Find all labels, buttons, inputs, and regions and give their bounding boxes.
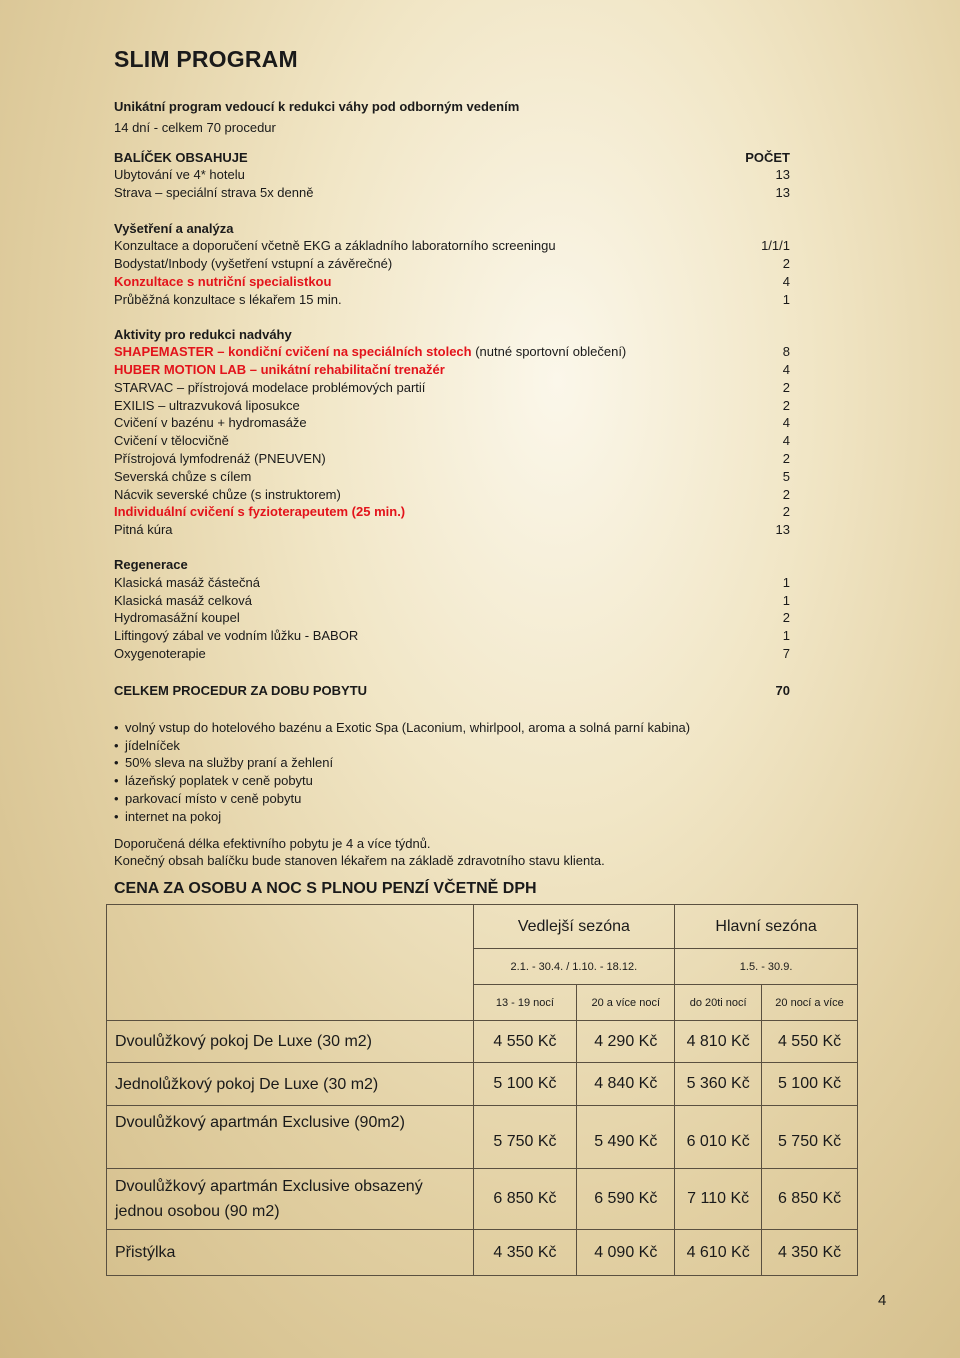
list-item: Bodystat/Inbody (vyšetření vstupní a závěrečné) 2 bbox=[114, 256, 790, 271]
list-item: Nácvik severské chůze (s instruktorem) 2 bbox=[114, 487, 790, 502]
season-high-header: Hlavní sezóna bbox=[675, 905, 858, 949]
price-cell: 6 850 Kč bbox=[473, 1169, 577, 1230]
list-item: Strava – speciální strava 5x denně 13 bbox=[114, 185, 790, 200]
package-heading-row bbox=[114, 149, 790, 167]
table-row bbox=[107, 905, 858, 949]
exams-heading: Vyšetření a analýza bbox=[114, 221, 234, 236]
list-item: • lázeňský poplatek v ceně pobytu bbox=[114, 773, 313, 789]
list-item: Klasická masáž celková 1 bbox=[114, 593, 790, 608]
list-item: Severská chůze s cílem 5 bbox=[114, 469, 790, 484]
room-label: Dvoulůžkový apartmán Exclusive (90m2) bbox=[107, 1106, 474, 1169]
bullet-icon: • bbox=[114, 755, 119, 771]
total-row bbox=[114, 682, 790, 700]
price-cell: 6 590 Kč bbox=[577, 1169, 675, 1230]
price-cell: 4 610 Kč bbox=[675, 1230, 762, 1276]
list-item: EXILIS – ultrazvuková liposukce 2 bbox=[114, 398, 790, 413]
list-item: Přístrojová lymfodrenáž (PNEUVEN) 2 bbox=[114, 451, 790, 466]
price-cell: 6 850 Kč bbox=[762, 1169, 858, 1230]
price-cell: 4 290 Kč bbox=[577, 1021, 675, 1063]
bullet-icon: • bbox=[114, 720, 119, 735]
column-header: 20 a více nocí bbox=[577, 985, 675, 1021]
list-item: • parkovací místo v ceně pobytu bbox=[114, 790, 302, 806]
list-item: • jídelníček bbox=[114, 737, 180, 753]
price-cell: 4 090 Kč bbox=[577, 1230, 675, 1276]
price-cell: 7 110 Kč bbox=[675, 1169, 762, 1230]
table-row bbox=[107, 1230, 858, 1276]
price-cell: 4 810 Kč bbox=[675, 1021, 762, 1063]
list-item: HUBER MOTION LAB – unikátní rehabilitační trenažér 4 bbox=[114, 362, 790, 377]
price-cell: 4 840 Kč bbox=[577, 1063, 675, 1106]
bullet-icon: • bbox=[114, 808, 119, 824]
room-label-line: jednou osobou (90 m2) bbox=[115, 1203, 280, 1220]
total-label: CELKEM PROCEDUR ZA DOBU POBYTU bbox=[114, 683, 368, 698]
list-item: STARVAC – přístrojová modelace problémových partií 2 bbox=[114, 380, 790, 395]
column-header: do 20ti nocí bbox=[675, 985, 762, 1021]
price-cell: 6 010 Kč bbox=[675, 1106, 762, 1169]
table-row bbox=[107, 1106, 858, 1169]
room-label: Dvoulůžkový pokoj De Luxe (30 m2) bbox=[107, 1021, 474, 1063]
price-cell: 5 100 Kč bbox=[762, 1063, 858, 1106]
list-item: Konzultace s nutriční specialistkou 4 bbox=[114, 274, 790, 289]
bullet-icon: • bbox=[114, 737, 119, 753]
room-label: Jednolůžkový pokoj De Luxe (30 m2) bbox=[107, 1063, 474, 1106]
list-item: Ubytování ve 4* hotelu 13 bbox=[114, 167, 790, 182]
table-row bbox=[107, 1063, 858, 1106]
column-header: 20 nocí a více bbox=[762, 985, 858, 1021]
dates-high: 1.5. - 30.9. bbox=[675, 949, 858, 985]
count-header: POČET bbox=[745, 150, 790, 165]
price-heading: CENA ZA OSOBU A NOC S PLNOU PENZÍ VČETNĚ DPH bbox=[114, 880, 537, 897]
price-cell: 5 360 Kč bbox=[675, 1063, 762, 1106]
price-cell: 4 550 Kč bbox=[762, 1021, 858, 1063]
price-cell: 4 350 Kč bbox=[473, 1230, 577, 1276]
regen-heading: Regenerace bbox=[114, 557, 188, 572]
list-item: Individuální cvičení s fyzioterapeutem (25 min.) 2 bbox=[114, 504, 790, 519]
price-cell: 5 750 Kč bbox=[473, 1106, 577, 1169]
page-number: 4 bbox=[878, 1292, 887, 1309]
list-item: Cvičení v tělocvičně 4 bbox=[114, 433, 790, 448]
room-label: Přistýlka bbox=[107, 1230, 474, 1276]
list-item: Pitná kúra 13 bbox=[114, 522, 790, 537]
table-row bbox=[107, 1169, 858, 1230]
list-item: Hydromasážní koupel 2 bbox=[114, 610, 790, 625]
price-cell: 5 750 Kč bbox=[762, 1106, 858, 1169]
bullet-icon: • bbox=[114, 773, 119, 789]
benefits-list bbox=[114, 719, 690, 825]
dates-low: 2.1. - 30.4. / 1.10. - 18.12. bbox=[473, 949, 675, 985]
room-label bbox=[107, 1169, 474, 1230]
intro-heading: Unikátní program vedoucí k redukci váhy pod odborným vedením bbox=[114, 99, 520, 114]
table-corner bbox=[107, 905, 474, 1021]
list-item: Liftingový zábal ve vodním lůžku - BABOR 1 bbox=[114, 628, 790, 643]
list-item: Klasická masáž částečná 1 bbox=[114, 575, 790, 590]
activities-heading: Aktivity pro redukci nadváhy bbox=[114, 327, 292, 342]
price-cell: 5 100 Kč bbox=[473, 1063, 577, 1106]
list-item: • volný vstup do hotelového bazénu a Exotic Spa (Laconium, whirlpool, aroma a solná parní kabina) bbox=[114, 720, 691, 735]
list-item: Oxygenoterapie 7 bbox=[114, 646, 790, 661]
list-item: Konzultace a doporučení včetně EKG a základního laboratorního screeningu 1/1/1 bbox=[114, 238, 790, 253]
season-low-header: Vedlejší sezóna bbox=[473, 905, 675, 949]
package-heading: BALÍČEK OBSAHUJE bbox=[114, 150, 248, 165]
note-stay-length: Doporučená délka efektivního pobytu je 4 a více týdnů. bbox=[114, 836, 431, 851]
list-item: SHAPEMASTER – kondiční cvičení na speciálních stolech (nutné sportovní oblečení) 8 bbox=[114, 344, 790, 359]
column-header: 13 - 19 nocí bbox=[473, 985, 577, 1021]
intro-sub: 14 dní - celkem 70 procedur bbox=[114, 120, 276, 135]
list-item: Průběžná konzultace s lékařem 15 min. 1 bbox=[114, 292, 790, 307]
page-title: SLIM PROGRAM bbox=[114, 46, 298, 72]
list-item: Cvičení v bazénu + hydromasáže 4 bbox=[114, 415, 790, 430]
list-item: • 50% sleva na služby praní a žehlení bbox=[114, 755, 334, 771]
price-table bbox=[106, 904, 858, 1276]
price-cell: 4 550 Kč bbox=[473, 1021, 577, 1063]
list-item: • internet na pokoj bbox=[114, 808, 222, 824]
bullet-icon: • bbox=[114, 790, 119, 806]
total-value: 70 bbox=[775, 683, 790, 698]
price-cell: 4 350 Kč bbox=[762, 1230, 858, 1276]
table-row bbox=[107, 1021, 858, 1063]
note-package-content: Konečný obsah balíčku bude stanoven lékařem na základě zdravotního stavu klienta. bbox=[114, 853, 605, 868]
price-cell: 5 490 Kč bbox=[577, 1106, 675, 1169]
room-label-line: Dvoulůžkový apartmán Exclusive obsazený bbox=[115, 1178, 423, 1195]
